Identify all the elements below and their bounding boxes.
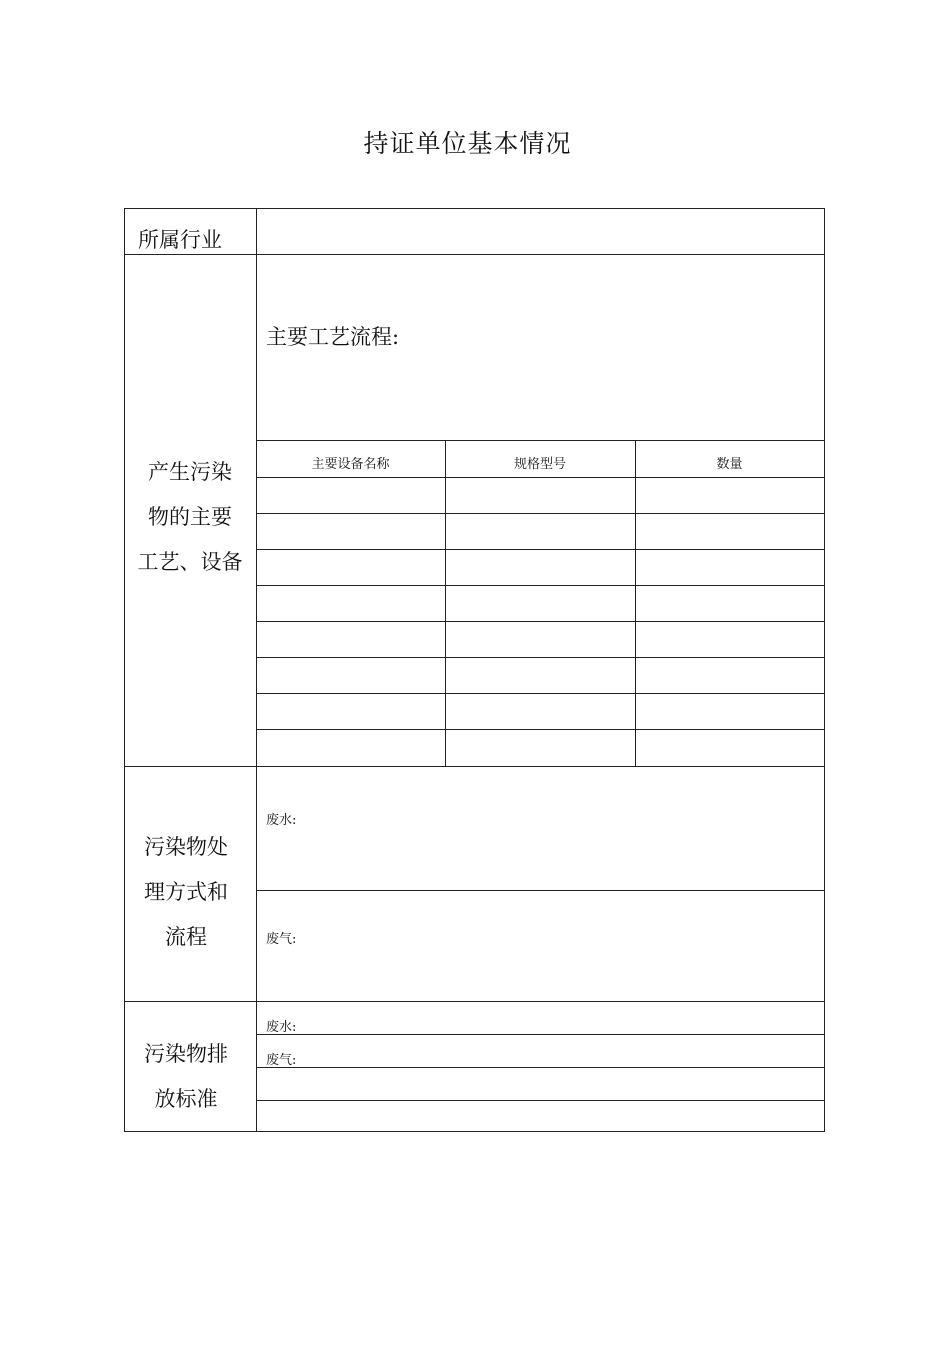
standard-row-line — [256, 1100, 825, 1101]
standard-wastewater-label: 废水: — [266, 1020, 297, 1035]
label-line: 放标准 — [154, 1087, 218, 1111]
equipment-header-model: 规格型号 — [513, 457, 566, 472]
treatment-row-line — [256, 890, 825, 891]
equipment-row-line — [256, 657, 825, 658]
process-section-label — [124, 450, 256, 585]
table-border-top — [124, 208, 825, 209]
label-line: 理方式和 — [144, 880, 228, 904]
label-line: 流程 — [165, 925, 207, 949]
equipment-row-line — [256, 549, 825, 550]
table-border-right — [824, 208, 825, 1132]
label-line: 工艺、设备 — [137, 550, 243, 574]
treatment-section-label — [120, 825, 252, 960]
equipment-header-quantity: 数量 — [716, 457, 743, 472]
equipment-row-line — [256, 477, 825, 478]
equipment-row-line — [256, 585, 825, 586]
divider-process — [124, 766, 825, 767]
treatment-exhaust-field[interactable] — [306, 895, 821, 997]
industry-value-field[interactable] — [266, 220, 816, 250]
label-line: 物的主要 — [148, 505, 232, 529]
equipment-row-line — [256, 693, 825, 694]
divider-industry — [124, 254, 825, 255]
industry-label: 所属行业 — [138, 228, 222, 252]
table-border-bottom — [124, 1131, 825, 1132]
label-line: 产生污染 — [148, 460, 232, 484]
label-line: 污染物处 — [144, 835, 228, 859]
equipment-row-line — [256, 621, 825, 622]
standard-row-line — [256, 1034, 825, 1035]
standard-section-label — [120, 1032, 252, 1122]
standard-exhaust-label: 废气: — [266, 1053, 297, 1068]
treatment-wastewater-label: 废水: — [266, 813, 297, 828]
equipment-table-top — [256, 440, 825, 441]
label-line: 污染物排 — [144, 1042, 228, 1066]
table-border-left — [124, 208, 125, 1132]
equipment-col-line — [635, 440, 636, 766]
treatment-wastewater-field[interactable] — [306, 772, 821, 886]
process-flow-label: 主要工艺流程: — [266, 325, 400, 349]
page-title: 持证单位基本情况 — [363, 129, 572, 158]
divider-treatment — [124, 1001, 825, 1002]
standard-row-line — [256, 1067, 825, 1068]
treatment-exhaust-label: 废气: — [266, 932, 297, 947]
equipment-row-line — [256, 513, 825, 514]
standard-extra-row[interactable] — [266, 1106, 816, 1126]
equipment-col-line — [445, 440, 446, 766]
label-column-divider — [256, 208, 257, 1132]
process-flow-field[interactable] — [258, 356, 823, 438]
standard-extra-row[interactable] — [266, 1076, 816, 1096]
equipment-header-name: 主要设备名称 — [311, 457, 390, 472]
equipment-row-line — [256, 729, 825, 730]
